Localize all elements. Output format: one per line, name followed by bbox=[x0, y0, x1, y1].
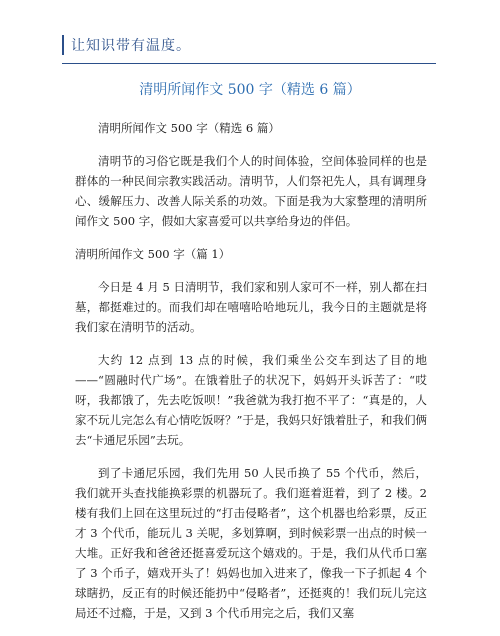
body-paragraph: 清明所闻作文 500 字（精选 6 篇） bbox=[98, 121, 280, 135]
header-slogan: 让知识带有温度。 bbox=[71, 38, 191, 54]
body-paragraph: 今日是 4 月 5 日清明节，我们家和别人家可不一样，别人都在扫墓，都挺难过的。而我们却在嘻嘻哈哈地玩儿，我今日的主题就是将我们家在清明节的活动。 bbox=[75, 280, 427, 334]
body-paragraph: 到了卡通尼乐园，我们先用 50 人民币换了 55 个代币，然后，我们就开头查找能换彩票的机器玩了。我们逛着逛着，到了 2 楼。2 楼有我们上回在这里玩过的“打击侵略者”，这个机器也给彩票，反正才 3 个代币，能玩儿 3 关呢，多划算啊，到时候彩票一出点的时候一大堆。正好我和爸爸还挺喜爱玩这个嬉戏的。于是，我们从代币口塞了 3 个币子，嬉戏开头了！妈妈也加入进来了，像我一下子抓起 4 个球瞎扔，反正有的时候还能扔中“侵略者”，还挺爽的！我们玩儿完这局还不过瘾，于是，又到 3 个代币用完之后，我们又塞 bbox=[75, 466, 427, 620]
document-title: 清明所闻作文 500 字（精选 6 篇） bbox=[139, 82, 361, 98]
body-paragraph: 清明节的习俗它既是我们个人的时间体验，空间体验同样的也是群体的一种民间宗教实践活动。清明节，人们祭祀先人，具有调理身心、缓解压力、改善人际关系的功效。下面是我为大家整理的清明所闻作文 500 字，假如大家喜爱可以共享给身边的伴侣。 bbox=[75, 154, 427, 228]
document-body bbox=[75, 118, 427, 636]
section-heading: 清明所闻作文 500 字（篇 1） bbox=[75, 247, 231, 261]
header-accent-bar bbox=[62, 35, 64, 55]
body-paragraph: 大约 12 点到 13 点的时候，我们乘坐公交车到达了目的地——“圆融时代广场”。在饿着肚子的状况下，妈妈开头诉苦了：“哎呀，我都饿了，先去吃饭呗！”我爸就为我打抱不平了：“真是的，人家不玩儿完怎么有心情吃饭呀？”于是，我妈只好饿着肚子，和我们俩去“卡通尼乐园”去玩。 bbox=[75, 353, 427, 447]
header-divider bbox=[62, 63, 436, 64]
page-header bbox=[62, 33, 191, 57]
